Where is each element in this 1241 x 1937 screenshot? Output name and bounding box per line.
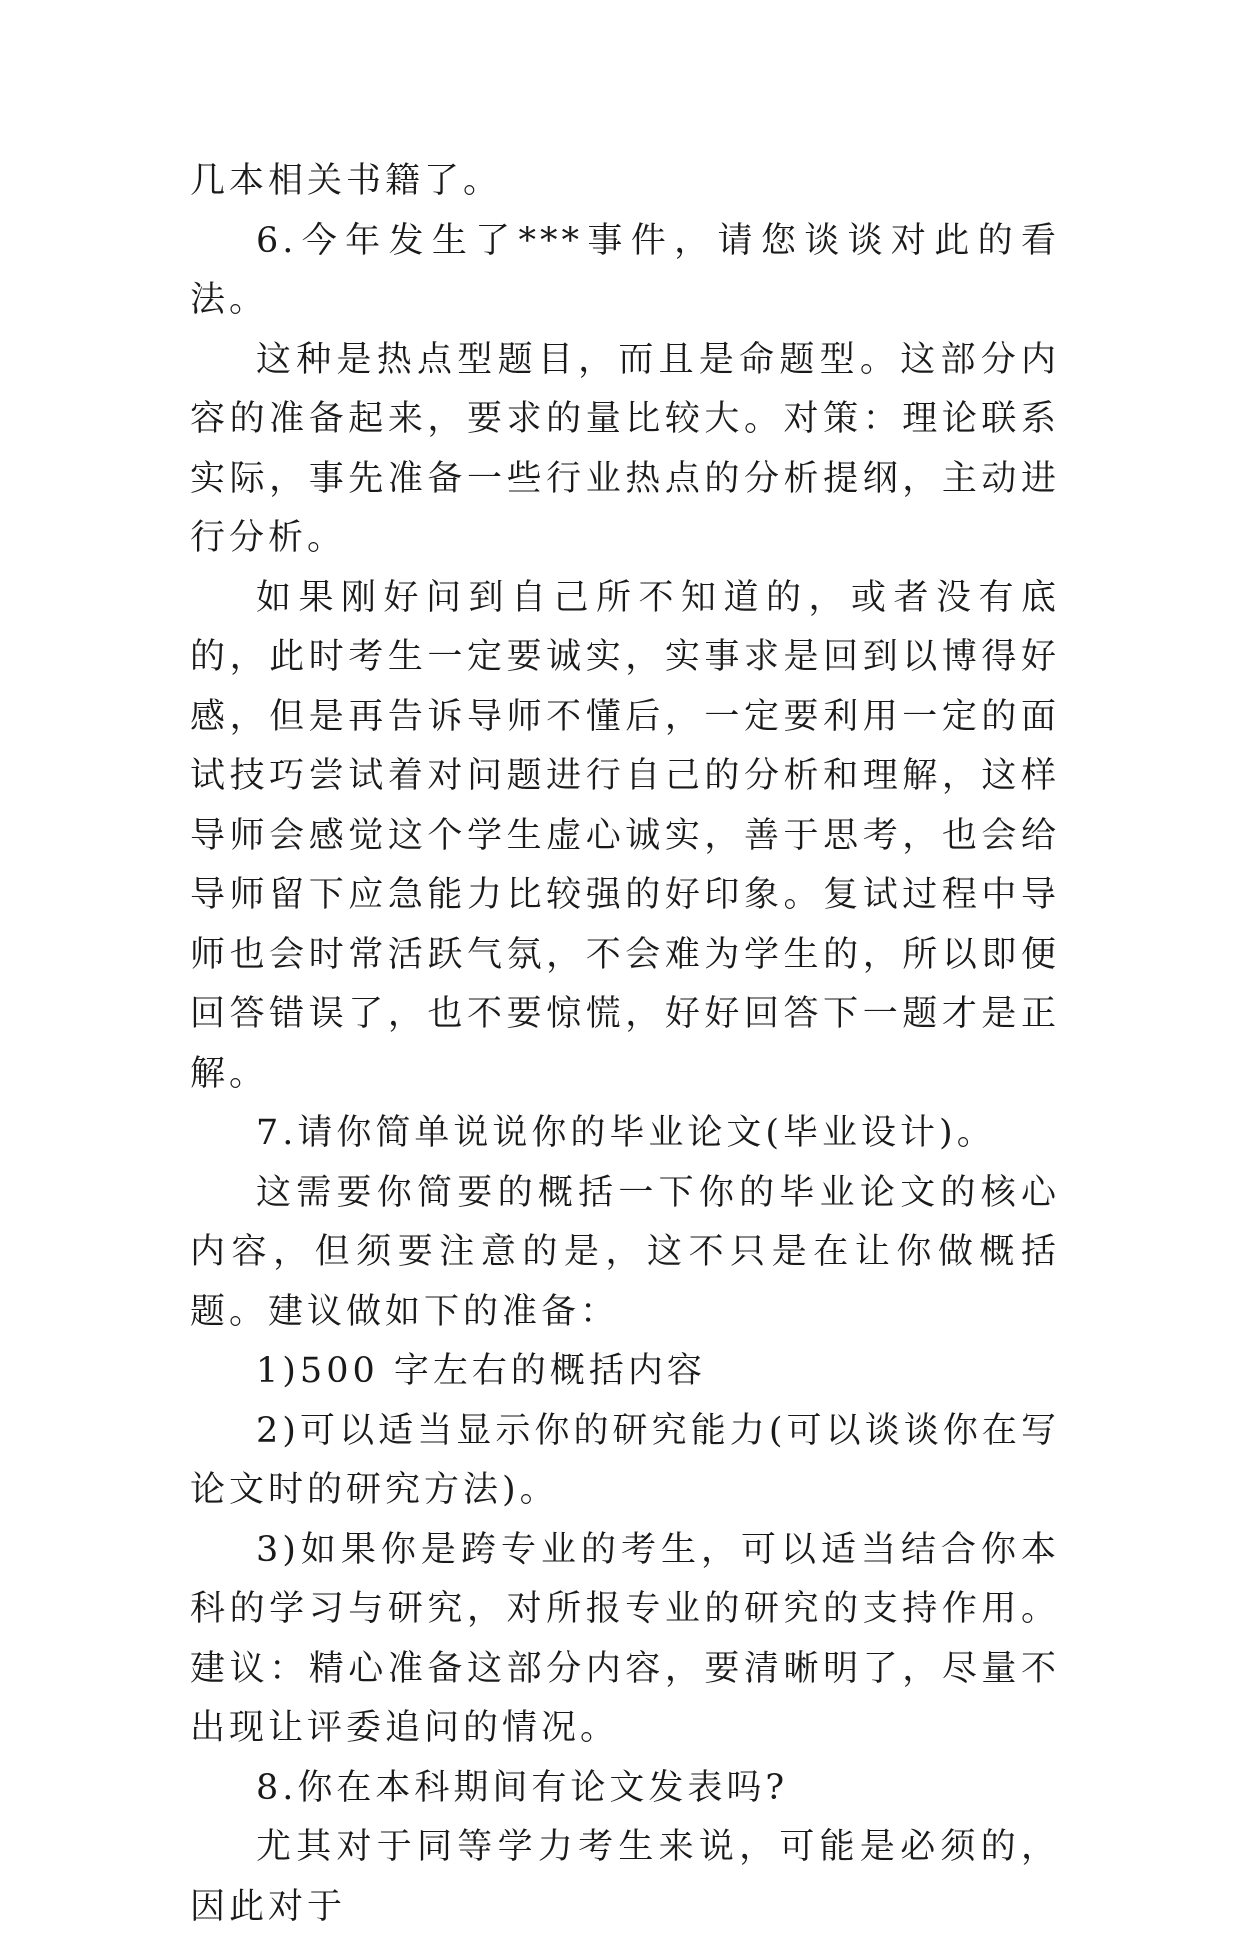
list-item-1: 1)500 字左右的概括内容 (256, 1351, 706, 1391)
question-6-advice: 如果刚好问到自己所不知道的，或者没有底的，此时考生一定要诚实，实事求是回到以博得好感，但是再告诉导师不懂后，一定要利用一定的面试技巧尝试着对问题进行自己的分析和理解，这样导师会感觉这个学生虚心诚实，善于思考，也会给导师留下应急能力比较强的好印象。复试过程中导师也会时常活跃气氛，不会难为学生的，所以即便回答错误了，也不要惊慌，好好回答下一题才是正解。 (190, 577, 1060, 1094)
question-6-heading: 6.今年发生了***事件，请您谈谈对此的看法。 (190, 220, 1060, 320)
question-7-heading: 7.请你简单说说你的毕业论文(毕业设计)。 (256, 1113, 996, 1153)
question-8-analysis: 尤其对于同等学力考生来说，可能是必须的，因此对于 (190, 1827, 1060, 1927)
document-body (190, 152, 1060, 1937)
question-8-heading: 8.你在本科期间有论文发表吗? (256, 1767, 789, 1808)
paragraph-continuation: 几本相关书籍了。 (190, 161, 503, 201)
list-item-2: 2)可以适当显示你的研究能力(可以谈谈你在写论文时的研究方法)。 (190, 1410, 1060, 1510)
question-7-analysis: 这需要你简要的概括一下你的毕业论文的核心内容，但须要注意的是，这不只是在让你做概括题。建议做如下的准备： (190, 1172, 1060, 1332)
list-item-3: 3)如果你是跨专业的考生，可以适当结合你本科的学习与研究，对所报专业的研究的支持作用。 建议：精心准备这部分内容，要清晰明了，尽量不出现让评委追问的情况。 (190, 1529, 1060, 1748)
question-6-analysis: 这种是热点型题目，而且是命题型。这部分内容的准备起来，要求的量比较大。对策：理论联系实际，事先准备一些行业热点的分析提纲，主动进行分析。 (190, 339, 1060, 558)
